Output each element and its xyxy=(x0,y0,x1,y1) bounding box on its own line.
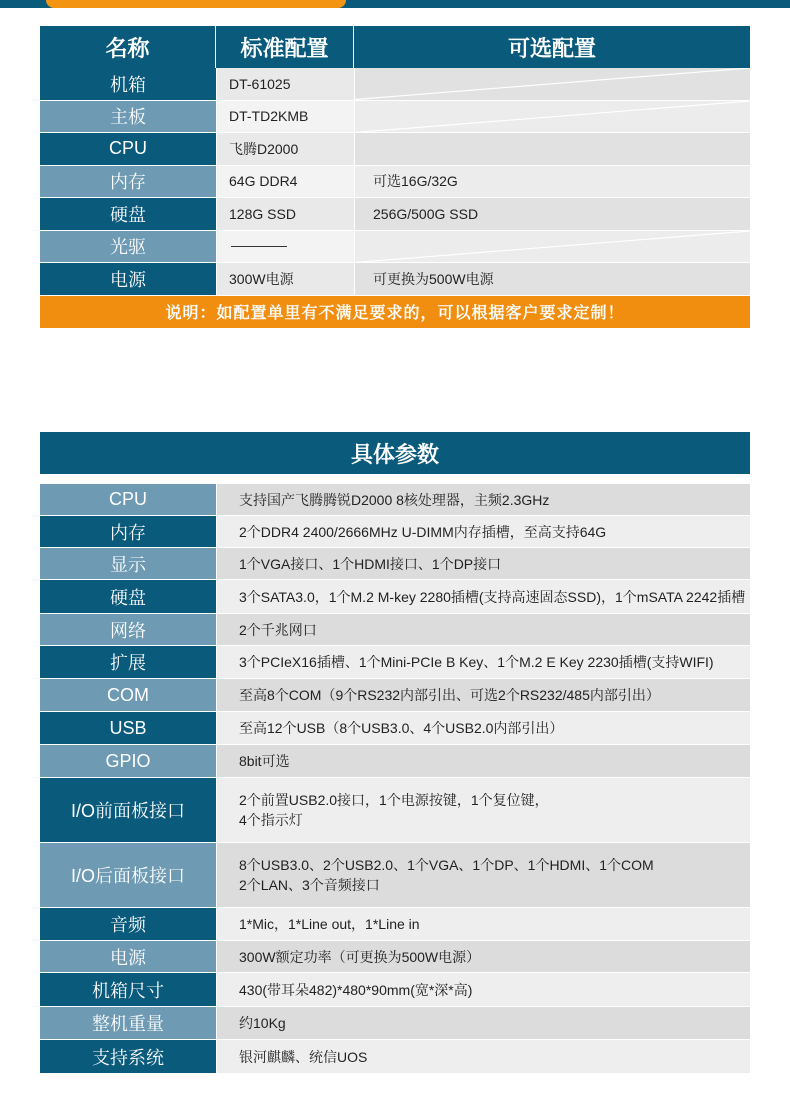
spec-value-line: 8bit可选 xyxy=(239,753,290,769)
spec-row-value xyxy=(216,516,750,547)
spec-row-label: 显示 xyxy=(40,548,216,579)
spec-row-label: 电源 xyxy=(40,941,216,972)
spec-row-label: I/O后面板接口 xyxy=(40,843,216,907)
config-row xyxy=(40,231,750,264)
header-name: 名称 xyxy=(40,26,216,68)
spec-row xyxy=(40,646,750,679)
top-banner xyxy=(0,0,790,8)
spec-row xyxy=(40,580,750,614)
config-row-standard: 300W电源 xyxy=(216,263,354,295)
config-row-label: 主板 xyxy=(40,101,216,133)
spec-row-value xyxy=(216,843,750,907)
spec-row-label: CPU xyxy=(40,484,216,515)
config-row-optional: 256G/500G SSD xyxy=(354,198,750,230)
config-row-standard: 飞腾D2000 xyxy=(216,133,354,165)
spec-value-line: 至高8个COM（9个RS232内部引出、可选2个RS232/485内部引出） xyxy=(239,687,660,703)
spec-row xyxy=(40,1040,750,1074)
header-standard: 标准配置 xyxy=(216,26,354,68)
spec-row-value xyxy=(216,580,750,613)
config-row-optional: 可更换为500W电源 xyxy=(354,263,750,295)
customization-note: 说明：如配置单里有不满足要求的，可以根据客户要求定制！ xyxy=(40,296,750,328)
spec-value-line: 2个LAN、3个音频接口 xyxy=(239,877,380,893)
spec-value-line: 4个指示灯 xyxy=(239,812,303,828)
spec-row-value xyxy=(216,908,750,940)
config-row-optional: 可选16G/32G xyxy=(354,166,750,198)
config-row-standard: DT-61025 xyxy=(216,68,354,100)
config-row-standard-none xyxy=(216,231,354,263)
spec-table xyxy=(40,432,750,1074)
config-row-optional-empty xyxy=(354,68,750,100)
spec-row xyxy=(40,908,750,941)
spec-value-line: 8个USB3.0、2个USB2.0、1个VGA、1个DP、1个HDMI、1个COM xyxy=(239,857,654,873)
config-row-standard: DT-TD2KMB xyxy=(216,101,354,133)
config-row xyxy=(40,101,750,134)
spec-row-label: 扩展 xyxy=(40,646,216,678)
spec-value-line: 430(带耳朵482)*480*90mm(宽*深*高) xyxy=(239,981,473,998)
spec-row xyxy=(40,778,750,843)
spec-row xyxy=(40,941,750,973)
dash-line xyxy=(231,246,287,247)
spec-value-line: 3个SATA3.0，1个M.2 M-key 2280插槽(支持高速固态SSD)，1个mSATA 2242插槽 xyxy=(239,588,746,605)
config-row xyxy=(40,133,750,166)
spec-row-value xyxy=(216,548,750,579)
spec-row-value xyxy=(216,712,750,744)
spec-row-value xyxy=(216,679,750,711)
diagonal-slash xyxy=(355,101,750,133)
spec-row-value xyxy=(216,614,750,645)
spec-row-label: 网络 xyxy=(40,614,216,645)
spec-value-line: 2个DDR4 2400/2666MHz U-DIMM内存插槽，至高支持64G xyxy=(239,523,607,540)
spec-row-value xyxy=(216,941,750,972)
spec-table-title: 具体参数 xyxy=(40,432,750,474)
config-row-label: 电源 xyxy=(40,263,216,295)
spec-row-label: 整机重量 xyxy=(40,1007,216,1039)
spec-row xyxy=(40,516,750,548)
diagonal-slash xyxy=(355,68,750,100)
spec-row-label: 支持系统 xyxy=(40,1040,216,1073)
spec-value-line: 至高12个USB（8个USB3.0、4个USB2.0内部引出） xyxy=(239,720,564,736)
spec-row xyxy=(40,843,750,908)
spec-row xyxy=(40,712,750,745)
spec-row xyxy=(40,973,750,1007)
spec-value-line: 约10Kg xyxy=(239,1015,286,1031)
config-table xyxy=(40,26,750,328)
config-row-optional-empty xyxy=(354,101,750,133)
config-row-standard: 128G SSD xyxy=(216,198,354,230)
spec-value-line: 1个VGA接口、1个HDMI接口、1个DP接口 xyxy=(239,555,502,572)
spec-row-value xyxy=(216,1007,750,1039)
config-row xyxy=(40,198,750,231)
spec-row-value xyxy=(216,484,750,515)
spec-value-line: 银河麒麟、统信UOS xyxy=(239,1048,368,1065)
config-table-header xyxy=(40,26,750,68)
config-row-label: 光驱 xyxy=(40,231,216,263)
spec-row-label: I/O前面板接口 xyxy=(40,778,216,842)
config-row xyxy=(40,166,750,199)
spec-row-label: 硬盘 xyxy=(40,580,216,613)
config-row-label: 机箱 xyxy=(40,68,216,100)
config-row-optional-empty xyxy=(354,231,750,263)
spec-value-line: 1*Mic，1*Line out，1*Line in xyxy=(239,916,420,932)
spec-row-label: COM xyxy=(40,679,216,711)
spec-value-line: 300W额定功率（可更换为500W电源） xyxy=(239,948,481,965)
spec-row-label: 机箱尺寸 xyxy=(40,973,216,1006)
config-row-standard: 64G DDR4 xyxy=(216,166,354,198)
config-row xyxy=(40,68,750,101)
spec-row xyxy=(40,548,750,580)
spec-row-value xyxy=(216,778,750,842)
spec-value-line: 3个PCIeX16插槽、1个Mini-PCIe B Key、1个M.2 E Key 2230插槽(支持WIFI) xyxy=(239,654,714,670)
spec-row-value xyxy=(216,973,750,1006)
spec-row xyxy=(40,745,750,778)
spec-row-label: GPIO xyxy=(40,745,216,777)
config-row xyxy=(40,263,750,296)
spec-row xyxy=(40,484,750,516)
config-row-label: 硬盘 xyxy=(40,198,216,230)
config-row-optional-empty xyxy=(354,133,750,165)
spec-table-body xyxy=(40,484,750,1074)
spec-row-value xyxy=(216,646,750,678)
top-banner-tab xyxy=(46,0,346,8)
spec-row-value xyxy=(216,1040,750,1073)
spec-value-line: 支持国产飞腾腾锐D2000 8核处理器，主频2.3GHz xyxy=(239,491,550,508)
spec-row-label: USB xyxy=(40,712,216,744)
spec-row-label: 内存 xyxy=(40,516,216,547)
spec-row xyxy=(40,679,750,712)
config-row-label: 内存 xyxy=(40,166,216,198)
spec-row xyxy=(40,1007,750,1040)
spec-value-line: 2个千兆网口 xyxy=(239,621,317,638)
spec-row xyxy=(40,614,750,646)
spec-row-value xyxy=(216,745,750,777)
header-optional: 可选配置 xyxy=(507,35,596,61)
spec-value-line: 2个前置USB2.0接口，1个电源按键，1个复位键， xyxy=(239,792,549,808)
spec-row-label: 音频 xyxy=(40,908,216,940)
config-table-rows xyxy=(40,68,750,296)
diagonal-slash xyxy=(355,231,750,263)
config-row-label: CPU xyxy=(40,133,216,165)
